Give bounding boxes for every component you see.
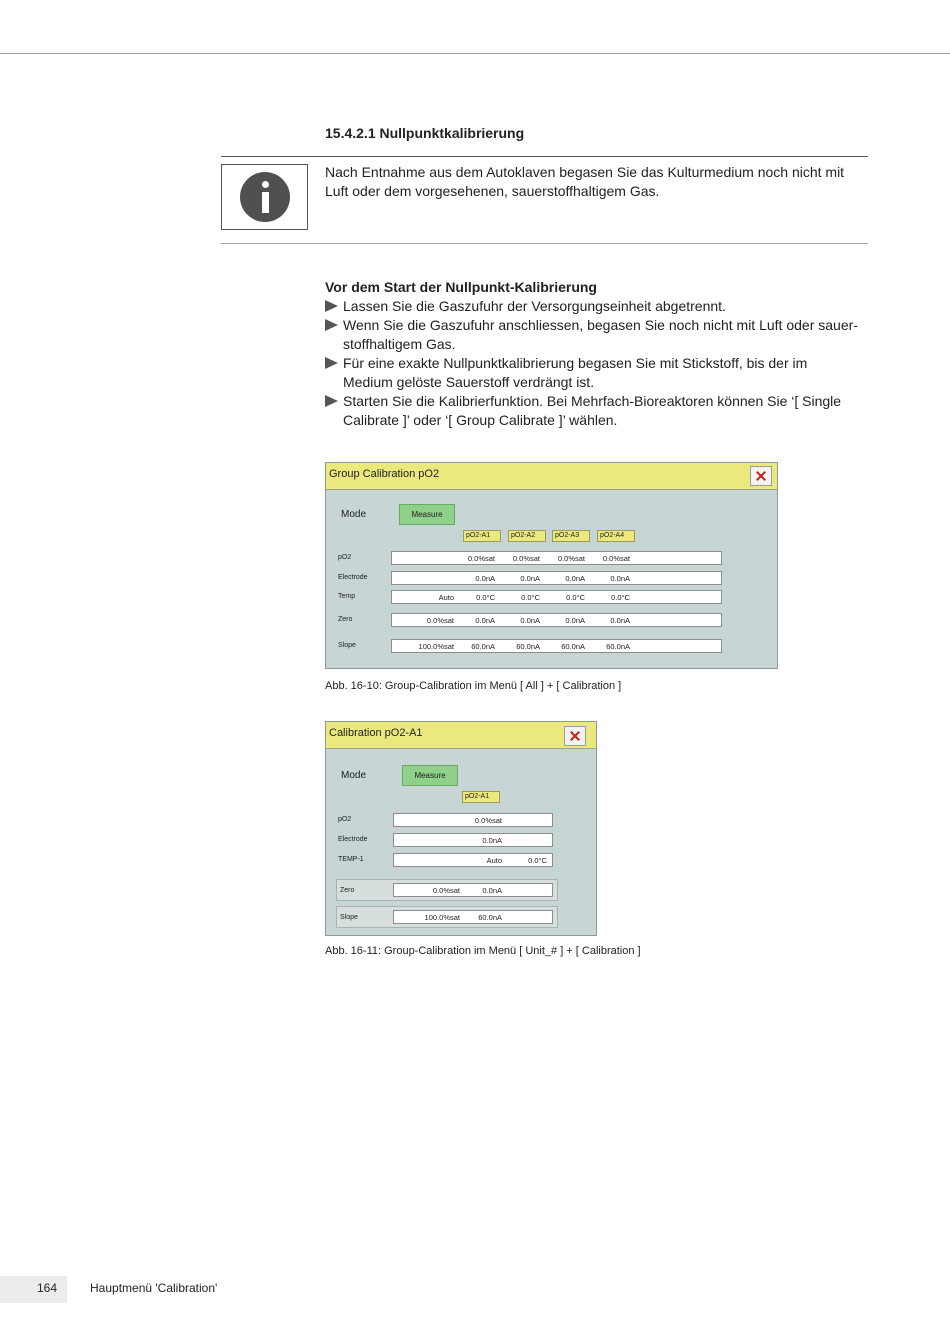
value-cell: 60.0nA: [516, 642, 540, 651]
info-text: [325, 163, 865, 201]
value-cell: 60.0nA: [561, 642, 585, 651]
arrow-bullet-icon: [325, 300, 338, 312]
dialog-titlebar: [326, 722, 596, 749]
bullet-text: Starten Sie die Kalibrierfunktion. Bei Mehrfach-Bioreaktoren können Sie ‘[ Single: [343, 393, 842, 409]
row-field-slope: [393, 910, 553, 924]
info-line: Luft oder dem vorgesehenen, sauerstoffhaltigem Gas.: [325, 183, 660, 199]
row-field-zero: [393, 883, 553, 897]
value-cell: 0.0%sat: [602, 554, 630, 563]
arrow-bullet-icon: [325, 357, 338, 369]
dialog-title: Group Calibration pO2: [329, 468, 440, 480]
row-label-electrode: Electrode: [338, 836, 368, 843]
row-label-slope: Slope: [340, 914, 358, 921]
bullet-item: [325, 392, 870, 430]
value-cell: Auto: [486, 856, 502, 865]
close-icon[interactable]: [750, 466, 772, 486]
value-cell: 0.0nA: [565, 574, 585, 583]
value-cell: 100.0%sat: [418, 642, 454, 651]
bullet-item: [325, 354, 870, 392]
single-calibration-screenshot: [325, 721, 597, 936]
bullet-item: [325, 297, 870, 316]
row-field-zero: [391, 613, 722, 627]
value-cell: 0.0%sat: [474, 816, 502, 825]
measure-button[interactable]: Measure: [399, 504, 455, 525]
row-label-po2: pO2: [338, 554, 352, 561]
value-cell: 0.0%sat: [512, 554, 540, 563]
value-cell: 0.0nA: [520, 574, 540, 583]
value-cell: 0.0%sat: [432, 886, 460, 895]
section-heading: 15.4.2.1 Nullpunktkalibrierung: [325, 125, 525, 141]
bullet-text: Für eine exakte Nullpunktkalibrierung begasen Sie mit Stickstoff, bis der im: [343, 355, 808, 371]
value-cell: 0.0°C: [528, 856, 547, 865]
row-field-temp: [393, 853, 553, 867]
value-cell: 100.0%sat: [424, 913, 460, 922]
sensor-tag[interactable]: pO2-A2: [508, 530, 546, 542]
prep-instructions: [325, 278, 870, 430]
mode-label: Mode: [341, 770, 367, 781]
chapter-title: Hauptmenü 'Calibration': [90, 1281, 218, 1295]
row-label-electrode: Electrode: [338, 574, 368, 581]
value-cell: 0.0nA: [565, 616, 585, 625]
info-icon: [240, 172, 290, 222]
value-cell: 0.0°C: [521, 593, 540, 602]
value-cell: 0.0nA: [475, 616, 495, 625]
value-cell: 0.0°C: [611, 593, 630, 602]
bullet-item: [325, 316, 870, 354]
row-field-electrode: [393, 833, 553, 847]
row-label-temp: Temp: [338, 593, 356, 600]
info-line: Nach Entnahme aus dem Autoklaven begasen Sie das Kulturmedium noch nicht mit: [325, 164, 845, 180]
value-cell: 0.0nA: [610, 574, 630, 583]
sensor-tag[interactable]: pO2-A1: [463, 530, 501, 542]
row-label-zero: Zero: [340, 887, 355, 894]
figure-caption: Abb. 16-10: Group-Calibration im Menü [ All ] + [ Calibration ]: [325, 680, 622, 692]
value-cell: 60.0nA: [478, 913, 502, 922]
row-label-temp: TEMP-1: [338, 856, 364, 863]
prep-title: Vor dem Start der Nullpunkt-Kalibrierung: [325, 279, 597, 295]
info-box: [221, 164, 308, 230]
value-cell: 0.0nA: [482, 836, 502, 845]
value-cell: 0.0nA: [520, 616, 540, 625]
row-label-po2: pO2: [338, 816, 352, 823]
bullet-text: Medium gelöste Sauerstoff verdrängt ist.: [343, 374, 595, 390]
row-label-zero: Zero: [338, 616, 353, 623]
info-top-rule: [221, 156, 868, 157]
value-cell: 0.0%sat: [467, 554, 495, 563]
header-rule: [0, 53, 950, 54]
measure-button[interactable]: Measure: [402, 765, 458, 786]
row-field-temp: [391, 590, 722, 604]
sensor-tag[interactable]: pO2-A4: [597, 530, 635, 542]
row-field-po2: [393, 813, 553, 827]
dialog-title: Calibration pO2-A1: [329, 727, 423, 739]
row-field-slope: [391, 639, 722, 653]
value-cell: 60.0nA: [606, 642, 630, 651]
row-label-slope: Slope: [338, 642, 356, 649]
close-icon[interactable]: [564, 726, 586, 746]
arrow-bullet-icon: [325, 395, 338, 407]
arrow-bullet-icon: [325, 319, 338, 331]
value-cell: 0.0°C: [476, 593, 495, 602]
value-cell: 60.0nA: [471, 642, 495, 651]
dialog-titlebar: [326, 463, 777, 490]
page-number: 164: [36, 1281, 57, 1295]
value-cell: 0.0nA: [475, 574, 495, 583]
mode-label: Mode: [341, 509, 367, 520]
sensor-tag[interactable]: pO2-A1: [462, 791, 500, 803]
value-cell: 0.0°C: [566, 593, 585, 602]
bullet-text: Lassen Sie die Gaszufuhr der Versorgungseinheit abgetrennt.: [343, 298, 726, 314]
value-cell: 0.0%sat: [426, 616, 454, 625]
group-calibration-screenshot: [325, 462, 778, 669]
bullet-text: Calibrate ]’ oder ‘[ Group Calibrate ]’ wählen.: [343, 412, 618, 428]
value-cell: 0.0nA: [610, 616, 630, 625]
figure-caption: Abb. 16-11: Group-Calibration im Menü [ Unit_# ] + [ Calibration ]: [325, 945, 641, 957]
page-number-box: [0, 1276, 67, 1303]
bullet-text: Wenn Sie die Gaszufuhr anschliessen, begasen Sie noch nicht mit Luft oder sauer-: [343, 317, 858, 333]
value-cell: 0.0nA: [482, 886, 502, 895]
sensor-tag[interactable]: pO2-A3: [552, 530, 590, 542]
info-bottom-rule: [221, 243, 868, 244]
row-field-electrode: [391, 571, 722, 585]
value-cell: 0.0%sat: [557, 554, 585, 563]
value-cell: Auto: [438, 593, 454, 602]
bullet-text: stoffhaltigem Gas.: [343, 336, 456, 352]
row-field-po2: [391, 551, 722, 565]
